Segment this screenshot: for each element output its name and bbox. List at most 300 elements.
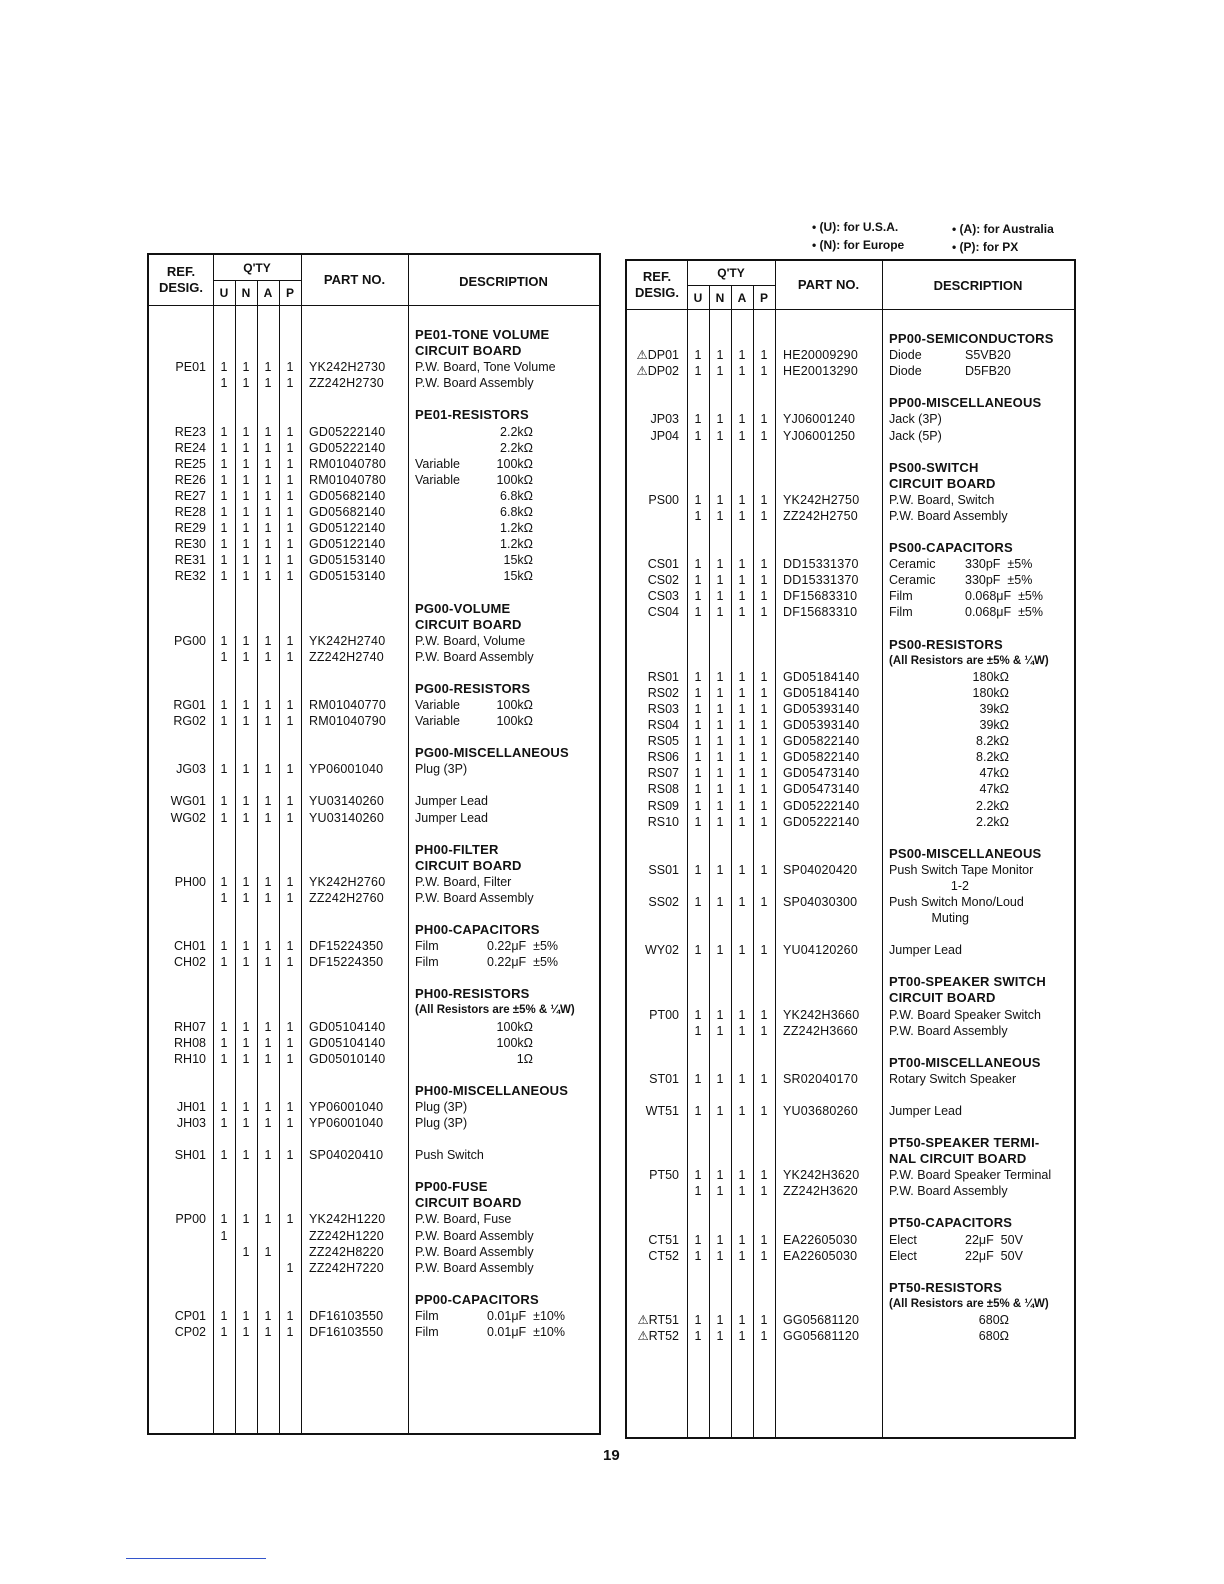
- qty-p: 1: [760, 798, 768, 813]
- ref-desig: RS04: [647, 718, 679, 732]
- qty-n: 1: [242, 505, 250, 519]
- description: P.W. Board Assembly: [415, 890, 534, 905]
- table-row: [149, 1035, 599, 1051]
- qty-a: 1: [738, 685, 746, 700]
- qty-n: 1: [716, 412, 724, 427]
- ref-desig: WG01: [170, 794, 206, 809]
- qty-u: 1: [694, 798, 702, 813]
- qty-a: 1: [738, 1168, 746, 1183]
- table-row: [149, 761, 599, 777]
- rows-right: [627, 261, 1074, 1437]
- section-heading: PS00-CAPACITORS: [889, 540, 1013, 555]
- section-heading: PG00-RESISTORS: [415, 680, 531, 696]
- qty-u: 1: [694, 718, 702, 732]
- ref-desig: CH01: [174, 939, 206, 954]
- qty-p: 1: [286, 649, 294, 664]
- ref-desig: RE25: [174, 456, 206, 471]
- description: Elect: [889, 1232, 917, 1247]
- description: P.W. Board Assembly: [889, 508, 1008, 523]
- table-row: [627, 942, 1074, 958]
- qty-a: 1: [738, 734, 746, 749]
- description: Push Switch: [415, 1148, 484, 1163]
- value: 100kΩ: [496, 714, 533, 729]
- qty-a: 1: [264, 1325, 272, 1339]
- value: 22μF 50V: [965, 1248, 1023, 1263]
- description: P.W. Board Assembly: [415, 1228, 534, 1243]
- qty-p: 1: [760, 750, 768, 765]
- qty-p: 1: [286, 1116, 294, 1130]
- table-row: [149, 793, 599, 809]
- qty-n: 1: [242, 376, 250, 391]
- ref-desig: WY02: [644, 943, 679, 958]
- ref-desig: RE32: [174, 569, 206, 584]
- description: P.W. Board Assembly: [415, 1244, 534, 1259]
- section-heading-row: [149, 986, 599, 1002]
- ref-desig: RS03: [647, 701, 679, 716]
- value: 1.2kΩ: [500, 521, 533, 536]
- qty-a: 1: [738, 718, 746, 732]
- qty-p: 1: [760, 1232, 768, 1247]
- table-row: [627, 781, 1074, 797]
- qty-u: 1: [694, 589, 702, 604]
- value: 0.22μF ±5%: [487, 955, 559, 970]
- part-no: RM01040770: [309, 698, 387, 712]
- qty-n: 1: [716, 1184, 724, 1199]
- qty-n: 1: [242, 1325, 250, 1339]
- section-heading-row: [627, 460, 1074, 476]
- qty-a: 1: [738, 573, 746, 588]
- table-row: [149, 1115, 599, 1131]
- header-p: P: [285, 286, 294, 300]
- table-row: [149, 504, 599, 520]
- page-number: 19: [603, 1447, 620, 1464]
- qty-u: 1: [694, 1248, 702, 1263]
- value: 100kΩ: [496, 472, 533, 487]
- qty-n: 1: [716, 862, 724, 877]
- qty-n: 1: [242, 1051, 250, 1066]
- qty-p: 1: [760, 1312, 768, 1327]
- qty-p: 1: [760, 508, 768, 523]
- section-heading: PH00-MISCELLANEOUS: [415, 1082, 569, 1098]
- part-no: GD05393140: [783, 701, 860, 716]
- table-row: [149, 954, 599, 970]
- qty-n: 1: [242, 537, 250, 552]
- table-row: [627, 814, 1074, 830]
- header-a: A: [263, 286, 273, 300]
- section-heading-row: [627, 1280, 1074, 1296]
- qty-p: 1: [760, 1023, 768, 1038]
- legend-px: • (P): for PX: [952, 240, 1019, 254]
- table-row: [627, 604, 1074, 620]
- part-no: ZZ242H2740: [309, 649, 384, 664]
- qty-n: 1: [716, 1312, 724, 1327]
- table-row: [149, 1019, 599, 1035]
- qty-p: 1: [286, 424, 294, 439]
- section-heading: PP00-SEMICONDUCTORS: [889, 331, 1054, 346]
- qty-u: 1: [220, 1308, 228, 1323]
- qty-p: 1: [286, 633, 294, 648]
- table-row: [149, 568, 599, 584]
- section-heading-row: [149, 1179, 599, 1195]
- qty-p: 1: [760, 718, 768, 732]
- table-row: [149, 440, 599, 456]
- qty-p: 1: [760, 492, 768, 507]
- parts-table-left: [147, 253, 601, 1435]
- qty-p: 1: [760, 814, 768, 829]
- header-n: N: [241, 286, 251, 300]
- description: P.W. Board Speaker Terminal: [889, 1168, 1052, 1183]
- part-no: EA22605030: [783, 1232, 858, 1247]
- qty-a: 1: [264, 537, 272, 552]
- part-no: SR02040170: [783, 1071, 858, 1086]
- qty-u: 1: [694, 364, 702, 379]
- part-no: DF16103550: [309, 1308, 384, 1323]
- legend-usa: • (U): for U.S.A.: [812, 220, 899, 234]
- part-no: GD05010140: [309, 1051, 386, 1066]
- description: Variable: [415, 456, 460, 471]
- part-no: GD05122140: [309, 521, 386, 536]
- qty-p: 1: [286, 1051, 294, 1066]
- description: P.W. Board Speaker Switch: [889, 1007, 1041, 1022]
- ref-desig: SH01: [174, 1148, 206, 1163]
- section-heading-row: [149, 617, 599, 633]
- qty-a: 1: [264, 472, 272, 487]
- qty-a: 1: [738, 589, 746, 604]
- section-heading-row: [149, 842, 599, 858]
- description: Push Switch Tape Monitor: [889, 862, 1034, 877]
- table-row: [149, 359, 599, 375]
- table-row: [627, 1103, 1074, 1119]
- section-heading: PP00-MISCELLANEOUS: [889, 395, 1042, 411]
- table-row: [149, 375, 599, 391]
- table-row: [627, 733, 1074, 749]
- description: Jumper Lead: [415, 810, 488, 825]
- table-row: [149, 713, 599, 729]
- table-row: [149, 874, 599, 890]
- qty-n: 1: [242, 762, 250, 777]
- value: 6.8kΩ: [500, 488, 533, 503]
- qty-u: 1: [694, 734, 702, 749]
- table-row: [149, 488, 599, 504]
- qty-u: 1: [220, 810, 228, 825]
- qty-a: 1: [264, 505, 272, 519]
- qty-p: 1: [286, 939, 294, 954]
- section-heading-row: [149, 745, 599, 761]
- qty-n: 1: [242, 810, 250, 825]
- table-row: [149, 1324, 599, 1340]
- qty-a: 1: [264, 1212, 272, 1227]
- part-no: ZZ242H2730: [309, 376, 384, 391]
- qty-a: 1: [738, 605, 746, 620]
- section-heading-row: [149, 601, 599, 617]
- table-row: [627, 894, 1074, 910]
- ref-desig: CS03: [647, 589, 679, 604]
- qty-a: 1: [738, 814, 746, 829]
- description: Rotary Switch Speaker: [889, 1071, 1017, 1086]
- description: Jumper Lead: [889, 1103, 962, 1118]
- description: Plug (3P): [415, 1116, 468, 1130]
- part-no: YJ06001240: [783, 412, 856, 427]
- qty-p: 1: [760, 605, 768, 620]
- qty-p: 1: [286, 955, 294, 970]
- section-heading: CIRCUIT BOARD: [415, 616, 522, 632]
- qty-u: 1: [694, 895, 702, 909]
- table-row: [149, 1260, 599, 1276]
- part-no: GG05681120: [783, 1312, 860, 1327]
- qty-p: 1: [286, 1212, 294, 1227]
- ref-desig: RS07: [647, 766, 679, 781]
- qty-a: 1: [738, 895, 746, 909]
- qty-p: 1: [286, 1019, 294, 1034]
- section-heading: PS00-MISCELLANEOUS: [889, 845, 1042, 861]
- table-row: [149, 649, 599, 665]
- part-no: YK242H2740: [309, 633, 386, 648]
- ref-desig: RS02: [647, 685, 679, 700]
- qty-a: 1: [738, 669, 746, 684]
- part-no: RM01040780: [309, 472, 387, 487]
- qty-u: 1: [220, 1228, 228, 1243]
- qty-a: 1: [264, 1244, 272, 1259]
- qty-p: 1: [286, 569, 294, 584]
- qty-n: 1: [242, 1116, 250, 1130]
- qty-u: 1: [694, 1329, 702, 1343]
- description-continuation: 1-2: [950, 878, 969, 893]
- description: Variable: [415, 714, 460, 729]
- part-no: ZZ242H2750: [783, 508, 858, 523]
- part-no: SP04030300: [783, 895, 858, 909]
- ref-desig: SS01: [648, 862, 679, 877]
- qty-u: 1: [220, 762, 228, 777]
- value: 8.2kΩ: [976, 734, 1009, 749]
- part-no: GD05184140: [783, 669, 860, 684]
- ref-desig: PS00: [648, 492, 679, 507]
- table-row: [149, 1228, 599, 1244]
- part-no: DD15331370: [783, 557, 859, 572]
- section-heading: PT50-RESISTORS: [889, 1279, 1003, 1295]
- ref-desig: CS04: [647, 605, 679, 620]
- qty-p: 1: [286, 521, 294, 536]
- table-row: [627, 1007, 1074, 1023]
- ref-desig: RE23: [174, 424, 206, 439]
- header-a: A: [737, 290, 747, 305]
- qty-a: 1: [264, 1116, 272, 1130]
- ref-desig: RE30: [174, 537, 206, 552]
- qty-u: 1: [694, 862, 702, 877]
- table-row: [149, 1244, 599, 1260]
- qty-p: 1: [286, 1035, 294, 1050]
- section-heading-row: [149, 681, 599, 697]
- part-no: ZZ242H8220: [309, 1244, 384, 1259]
- section-heading-row: [149, 1083, 599, 1099]
- part-no: YK242H3660: [783, 1007, 860, 1022]
- description: Plug (3P): [415, 762, 468, 777]
- qty-a: 1: [264, 1099, 272, 1114]
- qty-n: 1: [242, 1148, 250, 1163]
- qty-a: 1: [738, 862, 746, 877]
- table-row: [627, 1312, 1074, 1328]
- qty-u: 1: [694, 1312, 702, 1327]
- qty-p: 1: [760, 734, 768, 749]
- table-row: [627, 669, 1074, 685]
- part-no: DF15683310: [783, 605, 858, 620]
- part-no: GD05184140: [783, 685, 860, 700]
- table-row: [627, 798, 1074, 814]
- value: 2.2kΩ: [976, 798, 1009, 813]
- qty-a: 1: [738, 557, 746, 572]
- ref-desig: ⚠RT51: [637, 1312, 679, 1327]
- qty-n: 1: [716, 718, 724, 732]
- ref-desig: SS02: [648, 895, 679, 909]
- header-u: U: [219, 286, 229, 300]
- qty-a: 1: [738, 1103, 746, 1118]
- value: 100kΩ: [496, 1019, 533, 1034]
- qty-a: 1: [264, 939, 272, 954]
- part-no: GD05822140: [783, 750, 860, 765]
- qty-n: 1: [716, 605, 724, 620]
- part-no: ZZ242H7220: [309, 1260, 384, 1275]
- qty-n: 1: [716, 557, 724, 572]
- description: Film: [415, 1308, 439, 1323]
- qty-n: 1: [716, 734, 724, 749]
- qty-p: 1: [760, 1329, 768, 1343]
- qty-p: 1: [760, 1007, 768, 1022]
- section-heading-row: [149, 922, 599, 938]
- ref-desig: PP00: [175, 1212, 206, 1227]
- qty-n: 1: [716, 348, 724, 363]
- header-n: N: [715, 290, 725, 305]
- value: 0.068μF ±5%: [965, 605, 1043, 620]
- qty-u: 1: [694, 685, 702, 700]
- qty-p: 1: [286, 874, 294, 889]
- part-no: GD05222140: [309, 424, 386, 439]
- section-heading-row: [627, 990, 1074, 1006]
- ref-desig: CP01: [174, 1308, 206, 1323]
- rows-left: [149, 255, 599, 1433]
- table-row: [149, 1308, 599, 1324]
- qty-n: 1: [716, 573, 724, 588]
- qty-a: 1: [738, 1248, 746, 1263]
- qty-a: 1: [738, 428, 746, 443]
- value: 2.2kΩ: [500, 424, 533, 439]
- qty-p: 1: [286, 1099, 294, 1114]
- part-no: YK242H1220: [309, 1212, 386, 1227]
- qty-a: 1: [264, 649, 272, 664]
- qty-p: 1: [286, 488, 294, 503]
- description: Diode: [889, 364, 922, 379]
- qty-u: 1: [220, 714, 228, 729]
- qty-p: 1: [286, 794, 294, 809]
- qty-a: 1: [264, 1019, 272, 1034]
- description: P.W. Board Assembly: [889, 1184, 1008, 1199]
- part-no: DF15683310: [783, 589, 858, 604]
- qty-a: 1: [264, 874, 272, 889]
- qty-u: 1: [220, 456, 228, 471]
- value: 330pF ±5%: [965, 573, 1033, 588]
- section-heading: PP00-FUSE: [415, 1179, 488, 1195]
- qty-u: 1: [220, 633, 228, 648]
- qty-u: 1: [694, 943, 702, 958]
- value: S5VB20: [965, 348, 1011, 363]
- qty-u: 1: [220, 649, 228, 664]
- section-heading: PP00-CAPACITORS: [415, 1291, 539, 1307]
- part-no: YP06001040: [309, 762, 384, 777]
- qty-p: 1: [760, 782, 768, 797]
- table-row: [627, 1023, 1074, 1039]
- qty-u: 1: [220, 472, 228, 487]
- part-no: DF16103550: [309, 1325, 384, 1339]
- part-no: SP04020410: [309, 1148, 384, 1163]
- table-row: [149, 456, 599, 472]
- table-row: [627, 685, 1074, 701]
- qty-u: 1: [694, 508, 702, 523]
- section-heading: PT00-MISCELLANEOUS: [889, 1054, 1041, 1070]
- description-continuation: Muting: [931, 911, 969, 926]
- ref-desig: CT51: [648, 1232, 679, 1247]
- qty-a: 1: [264, 633, 272, 648]
- qty-n: 1: [716, 428, 724, 443]
- value: 100kΩ: [496, 698, 533, 712]
- value: D5FB20: [965, 364, 1011, 379]
- qty-u: 1: [220, 939, 228, 954]
- description: P.W. Board Assembly: [415, 376, 534, 391]
- qty-p: 1: [286, 505, 294, 519]
- section-heading-row: [627, 1151, 1074, 1167]
- qty-p: 1: [286, 360, 294, 375]
- legend-europe: • (N): for Europe: [812, 238, 905, 252]
- qty-a: 1: [264, 1051, 272, 1066]
- part-no: GD05122140: [309, 537, 386, 552]
- value: 330pF ±5%: [965, 557, 1033, 572]
- qty-n: 1: [242, 794, 250, 809]
- qty-a: 1: [738, 1232, 746, 1247]
- qty-u: 1: [220, 1212, 228, 1227]
- table-row: [627, 862, 1074, 878]
- qty-a: 1: [738, 1023, 746, 1038]
- qty-n: 1: [242, 472, 250, 487]
- description: P.W. Board Assembly: [889, 1023, 1008, 1038]
- qty-a: 1: [264, 890, 272, 905]
- section-heading: NAL CIRCUIT BOARD: [889, 1151, 1027, 1167]
- qty-p: 1: [286, 440, 294, 455]
- qty-p: 1: [286, 1260, 294, 1275]
- part-no: YK242H2750: [783, 492, 860, 507]
- table-row: [149, 1099, 599, 1115]
- qty-n: 1: [242, 939, 250, 954]
- section-heading: CIRCUIT BOARD: [889, 475, 996, 491]
- qty-u: 1: [694, 573, 702, 588]
- table-row: [149, 1051, 599, 1067]
- qty-p: 1: [760, 766, 768, 781]
- table-row: [627, 411, 1074, 427]
- ref-desig: JP03: [650, 412, 679, 427]
- header-description: DESCRIPTION: [933, 278, 1023, 293]
- table-row: [149, 633, 599, 649]
- value: 0.068μF ±5%: [965, 589, 1043, 604]
- section-heading: PH00-CAPACITORS: [415, 922, 540, 937]
- description: P.W. Board Assembly: [415, 649, 534, 664]
- section-heading-row: [149, 858, 599, 874]
- qty-p: 1: [760, 364, 768, 379]
- table-row: [627, 1232, 1074, 1248]
- part-no: YU03140260: [309, 810, 384, 825]
- qty-a: 1: [738, 798, 746, 813]
- qty-u: 1: [220, 1325, 228, 1339]
- ref-desig: RH07: [174, 1019, 206, 1034]
- qty-u: 1: [694, 428, 702, 443]
- description: Film: [415, 1325, 439, 1339]
- qty-n: 1: [242, 714, 250, 729]
- table-row: [149, 890, 599, 906]
